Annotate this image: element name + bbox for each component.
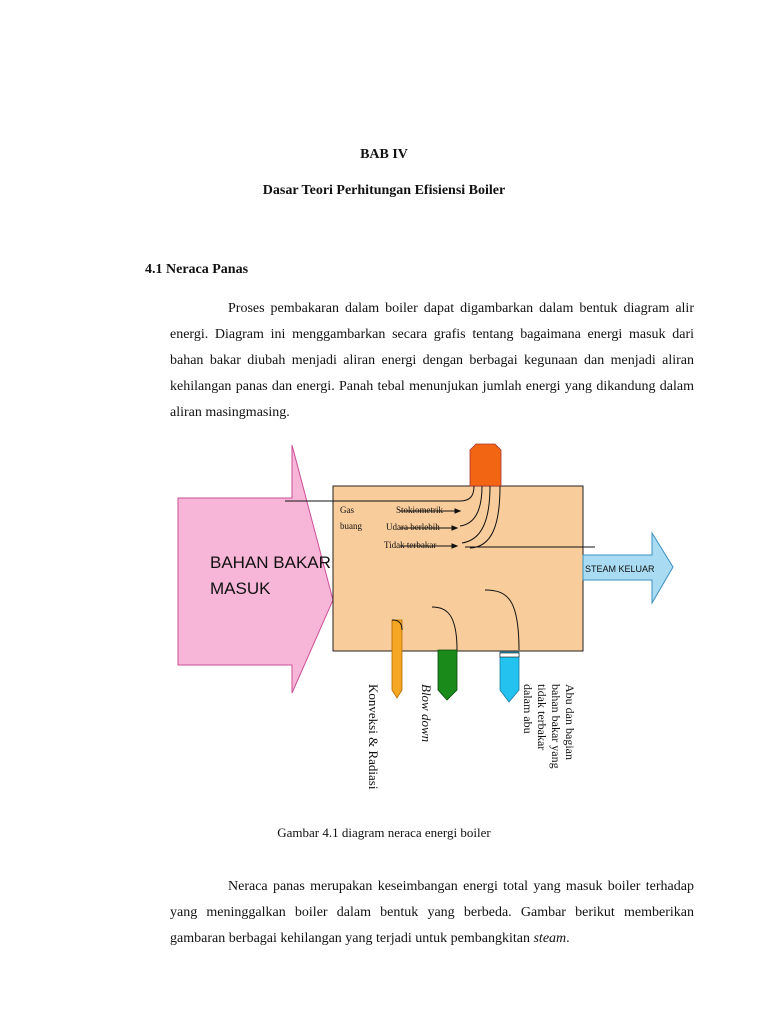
paragraph-intro-text: Proses pembakaran dalam boiler dapat digambarkan dalam bentuk diagram alir energi. Diagram ini menggambarkan secara grafis tentang bagaimana energi masuk dari bahan bakar diubah menjadi aliran energi dengan berbagai kegunaan dan menjadi aliran kehilangan panas dan energi. Panah tebal menunjukan jumlah energi yang dikandung dalam aliran masingmasing. — [170, 301, 694, 420]
unburnt-label: Tidak terbakar — [384, 540, 437, 550]
gas-label-1: Gas — [340, 505, 354, 515]
paragraph-heat-balance — [170, 874, 694, 952]
flue-gas-outlet — [470, 444, 501, 486]
stoichiometric-label: Stokiometrik — [396, 505, 443, 515]
ash-label-1: Abu dan bagian — [563, 684, 577, 760]
paragraph-end: . — [566, 931, 570, 946]
steam-emphasis: steam — [533, 931, 567, 946]
gas-label-2: buang — [340, 521, 362, 531]
chapter-title: Dasar Teori Perhitungan Efisiensi Boiler — [262, 183, 506, 198]
ash-label-2: bahan bakar yang — [549, 684, 563, 769]
excess-air-label: Udara berlebih — [386, 522, 440, 532]
steam-out-label: STEAM KELUAR — [585, 564, 655, 574]
ash-label-4: dalam abu — [521, 684, 535, 734]
section-heading: 4.1 Neraca Panas — [145, 262, 249, 277]
convection-radiation-label: Konveksi & Radiasi — [366, 684, 381, 790]
energy-balance-diagram — [170, 440, 680, 820]
paragraph-heat-balance-text: Neraca panas merupakan keseimbangan energi total yang masuk boiler terhadap yang meninggalkan boiler dalam bentuk yang berbeda. Gambar berikut memberikan gambaran berbagai kehilangan yang terjadi untuk pembangkitan — [170, 879, 694, 946]
paragraph-intro — [170, 296, 694, 426]
figure-caption: Gambar 4.1 diagram neraca energi boiler — [277, 825, 491, 840]
fuel-input-label-2: MASUK — [210, 579, 271, 598]
fuel-input-label-1: BAHAN BAKAR — [210, 553, 331, 572]
ash-label-3: tidak terbakar — [535, 684, 549, 751]
chapter-heading: BAB IV — [360, 147, 408, 162]
blowdown-label: Blow down — [419, 684, 434, 743]
